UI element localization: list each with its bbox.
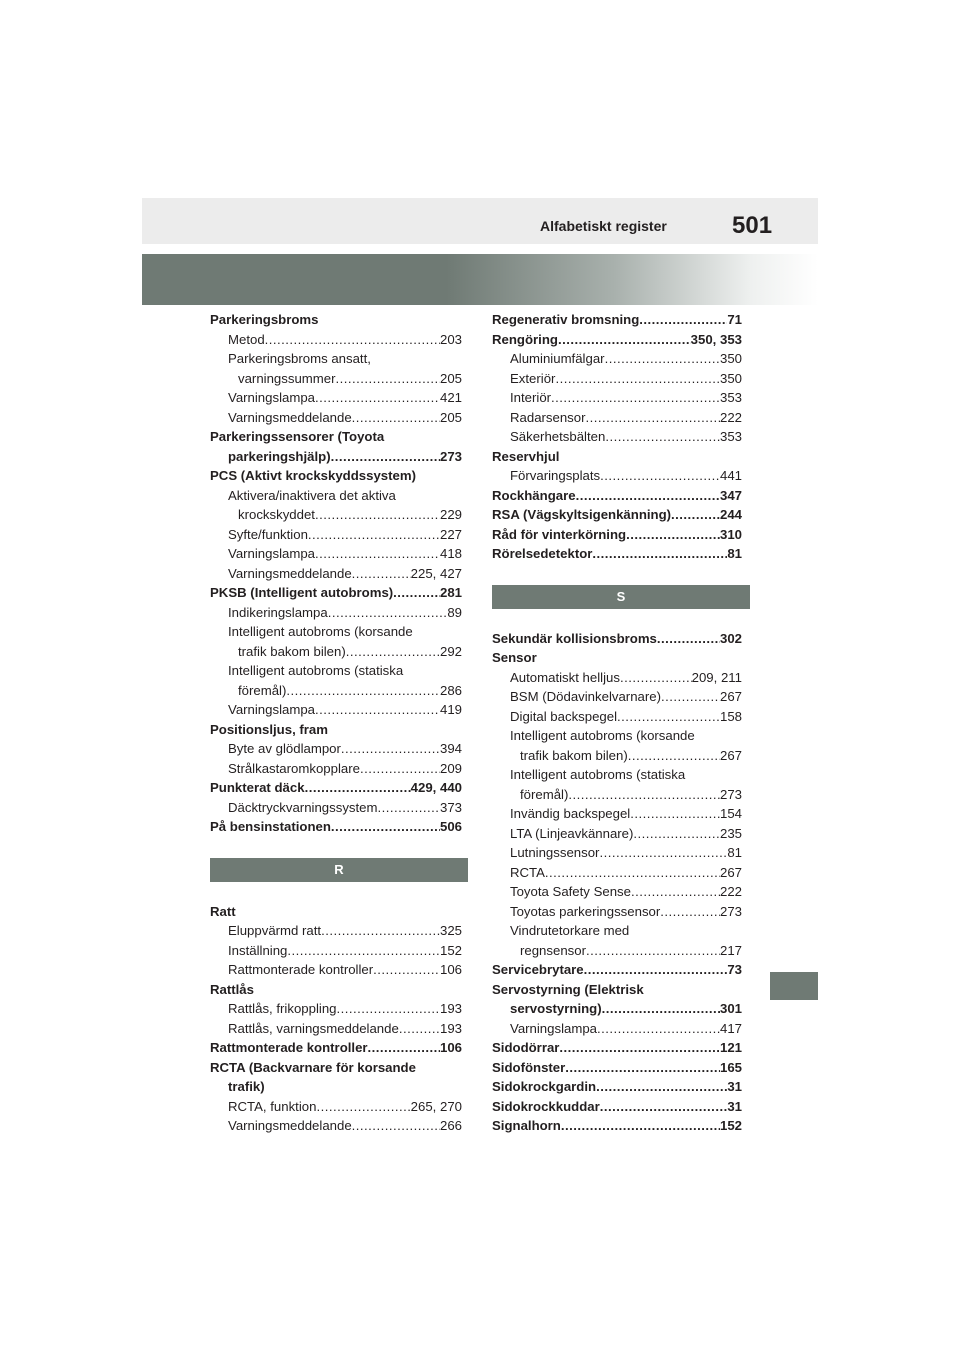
- index-entry-page: 225, 427: [410, 565, 462, 581]
- index-entry: [492, 408, 742, 428]
- index-entry-text: trafik): [228, 1079, 265, 1094]
- leader-dots: [620, 668, 692, 688]
- index-entry: [492, 746, 742, 766]
- index-entry: [492, 687, 742, 707]
- index-entry: [210, 921, 462, 941]
- index-entry: [210, 466, 462, 486]
- index-entry-text: Byte av glödlampor: [228, 741, 341, 756]
- index-entry-page: 429, 440: [410, 780, 462, 795]
- index-entry-text: Sidokrockgardin: [492, 1079, 597, 1094]
- index-entry-page: 353: [719, 429, 742, 444]
- index-entry-text: Rengöring: [492, 331, 558, 347]
- index-entry-page: 417: [719, 1020, 742, 1036]
- index-entry-page: 152: [439, 942, 462, 958]
- leader-dots: [399, 1019, 440, 1039]
- index-entry-text: trafik bakom bilen): [238, 643, 346, 659]
- index-entry: [492, 785, 742, 805]
- index-entry: [210, 388, 462, 408]
- leader-dots: [592, 544, 727, 564]
- leader-dots: [305, 778, 411, 798]
- index-entry-text: Interiör: [510, 390, 552, 405]
- leader-dots: [373, 960, 440, 980]
- index-entry-page: 267: [719, 747, 742, 763]
- index-entry-page: 350, 353: [690, 331, 742, 347]
- index-entry-page: 281: [439, 585, 462, 600]
- leader-dots: [617, 707, 720, 727]
- leader-dots: [315, 544, 440, 564]
- index-entry-page: 73: [727, 962, 742, 977]
- index-entry: [492, 505, 742, 525]
- leader-dots: [331, 447, 440, 467]
- index-entry: [210, 681, 462, 701]
- index-entry-text: Metod: [228, 331, 265, 347]
- index-entry-text: varningssummer: [238, 370, 336, 386]
- leader-dots: [630, 804, 720, 824]
- leader-dots: [315, 700, 440, 720]
- leader-dots: [584, 960, 728, 980]
- index-entry-text: trafik bakom bilen): [520, 747, 628, 763]
- index-entry-page: 31: [727, 1079, 742, 1094]
- index-entry-page: 506: [439, 819, 462, 834]
- leader-dots: [287, 941, 440, 961]
- leader-dots: [586, 408, 720, 428]
- index-entry-page: 121: [719, 1040, 742, 1055]
- index-entry: [210, 1077, 462, 1097]
- index-entry: [210, 1038, 462, 1058]
- index-entry-page: 203: [439, 331, 462, 347]
- index-entry-text: Säkerhetsbälten: [510, 429, 606, 444]
- index-entry-text: Aluminiumfälgar: [510, 351, 605, 366]
- index-entry-text: Punkterat däck: [210, 780, 305, 795]
- index-entry-page: 244: [719, 507, 742, 522]
- index-entry: [210, 447, 462, 467]
- index-entry-page: 421: [439, 390, 462, 405]
- leader-dots: [602, 999, 720, 1019]
- index-entry: [492, 882, 742, 902]
- index-entry: [492, 1058, 742, 1078]
- index-entry-text: RCTA, funktion: [228, 1098, 317, 1114]
- index-entry: [210, 739, 462, 759]
- leader-dots: [551, 388, 720, 408]
- leader-dots: [336, 999, 440, 1019]
- index-entry: [492, 1077, 742, 1097]
- index-entry: [210, 1097, 462, 1117]
- index-entry-page: 266: [439, 1118, 462, 1133]
- index-entry: [210, 759, 462, 779]
- index-entry-text: Invändig backspegel: [510, 806, 631, 821]
- index-entry-text: PKSB (Intelligent autobroms): [210, 585, 394, 600]
- index-entry-text: LTA (Linjeavkännare): [510, 825, 634, 841]
- index-entry-text: Toyota Safety Sense: [510, 884, 631, 899]
- index-entry-text: RCTA: [510, 864, 545, 880]
- index-entry-text: BSM (Dödavinkelvarnare): [510, 689, 661, 704]
- index-entry-text: Inställning: [228, 942, 288, 958]
- leader-dots: [558, 330, 691, 350]
- leader-dots: [559, 1038, 720, 1058]
- index-entry-text: Eluppvärmd ratt: [228, 923, 322, 938]
- index-entry-text: Strålkastaromkopplare: [228, 760, 360, 776]
- index-entry-page: 193: [439, 1020, 462, 1036]
- index-entry-text: Rockhängare: [492, 487, 576, 503]
- index-entry-page: 209: [439, 760, 462, 776]
- index-entry-text: Sidokrockkuddar: [492, 1098, 600, 1114]
- index-entry: [210, 505, 462, 525]
- index-entry: [492, 960, 742, 980]
- index-entry-page: 209, 211: [691, 669, 742, 685]
- index-entry: [210, 564, 462, 584]
- index-entry-text: Sidodörrar: [492, 1040, 560, 1055]
- index-entry-page: 81: [727, 546, 742, 561]
- index-entry: [492, 349, 742, 369]
- index-entry: [210, 622, 462, 642]
- leader-dots: [265, 330, 440, 350]
- index-entry: [492, 921, 742, 941]
- leader-dots: [335, 369, 440, 389]
- index-entry: [210, 817, 462, 837]
- index-entry: [492, 707, 742, 727]
- leader-dots: [639, 310, 727, 330]
- index-entry-text: Parkeringssensorer (Toyota: [210, 429, 385, 444]
- index-entry: [210, 1019, 462, 1039]
- leader-dots: [286, 681, 440, 701]
- leader-dots: [346, 642, 440, 662]
- index-entry-page: 373: [439, 799, 462, 815]
- index-entry-page: 71: [727, 312, 742, 327]
- index-entry-text: Aktivera/inaktivera det aktiva: [228, 487, 396, 503]
- index-entry-text: Varningslampa: [510, 1020, 597, 1036]
- index-entry-page: 89: [447, 604, 462, 620]
- leader-dots: [576, 486, 720, 506]
- index-entry-text: Intelligent autobroms (statiska: [228, 663, 404, 678]
- index-entry: [492, 648, 742, 668]
- index-entry-page: 81: [727, 845, 742, 860]
- leader-dots: [321, 921, 440, 941]
- index-entry: [210, 369, 462, 389]
- leader-dots: [352, 564, 411, 584]
- index-entry: [210, 661, 462, 681]
- index-entry-text: Servicebrytare: [492, 962, 584, 977]
- index-entry-page: 205: [439, 370, 462, 386]
- index-entry: [492, 427, 742, 447]
- leader-dots: [378, 798, 440, 818]
- index-entry: [210, 798, 462, 818]
- index-entry: [210, 1116, 462, 1136]
- index-entry-text: Varningsmeddelande: [228, 565, 352, 581]
- index-entry-text: Regenerativ bromsning: [492, 312, 640, 327]
- leader-dots: [565, 1058, 720, 1078]
- index-entry-page: 222: [719, 884, 742, 899]
- index-entry-text: Intelligent autobroms (statiska: [510, 767, 686, 782]
- leader-dots: [368, 1038, 440, 1058]
- index-entry-page: 154: [719, 806, 742, 821]
- leader-dots: [599, 843, 727, 863]
- leader-dots: [315, 388, 440, 408]
- index-entry: [492, 668, 742, 688]
- index-entry-text: föremål): [238, 682, 287, 698]
- index-entry-text: Radarsensor: [510, 409, 586, 425]
- index-entry-page: 273: [719, 786, 742, 802]
- index-entry-page: 292: [439, 643, 462, 659]
- leader-dots: [328, 603, 448, 623]
- index-entry: [210, 642, 462, 662]
- index-entry-text: Råd för vinterkörning: [492, 526, 627, 542]
- leader-dots: [631, 882, 720, 902]
- leader-dots: [352, 1116, 440, 1136]
- index-entry-page: 106: [439, 962, 462, 977]
- index-entry-text: På bensinstationen: [210, 819, 331, 834]
- index-entry-page: 325: [439, 923, 462, 938]
- index-entry: [492, 726, 742, 746]
- leader-dots: [626, 525, 720, 545]
- index-entry-page: 302: [719, 630, 742, 646]
- index-entry-page: 229: [439, 507, 462, 522]
- index-entry: [492, 1038, 742, 1058]
- index-entry-page: 106: [439, 1040, 462, 1055]
- index-entry-text: föremål): [520, 786, 569, 802]
- index-entry-page: 350: [719, 351, 742, 366]
- index-entry: [492, 466, 742, 486]
- index-entry-text: Automatiskt helljus: [510, 669, 620, 685]
- index-entry-page: 273: [719, 903, 742, 919]
- index-entry: [492, 804, 742, 824]
- index-entry: [492, 486, 742, 506]
- index-entry-text: Positionsljus, fram: [210, 721, 328, 737]
- index-entry-text: Parkeringsbroms: [210, 312, 319, 327]
- index-entry-page: 217: [719, 942, 742, 958]
- index-entry: [492, 1116, 742, 1136]
- index-column-left: [210, 310, 462, 1136]
- index-entry: [492, 824, 742, 844]
- index-entry-page: 418: [439, 546, 462, 561]
- index-entry: [492, 902, 742, 922]
- index-entry: [210, 902, 462, 922]
- index-entry-page: 31: [727, 1098, 742, 1114]
- index-entry-page: 152: [719, 1118, 742, 1133]
- index-entry-text: Exteriör: [510, 370, 556, 386]
- entry-group-after: [210, 902, 462, 1136]
- index-entry-page: 193: [439, 1001, 462, 1016]
- index-entry-text: Rattmonterade kontroller: [228, 962, 374, 977]
- index-entry: [492, 941, 742, 961]
- index-entry-text: Sekundär kollisionsbroms: [492, 630, 657, 646]
- index-entry-page: 353: [719, 390, 742, 405]
- index-entry-text: Toyotas parkeringssensor: [510, 903, 661, 919]
- leader-dots: [661, 687, 720, 707]
- index-entry: [210, 999, 462, 1019]
- index-entry: [492, 1097, 742, 1117]
- index-entry-text: Servostyrning (Elektrisk: [492, 981, 644, 997]
- index-entry: [210, 486, 462, 506]
- index-entry-text: Digital backspegel: [510, 708, 618, 724]
- leader-dots: [605, 427, 720, 447]
- index-entry: [210, 330, 462, 350]
- index-entry-text: Rörelsedetektor: [492, 546, 593, 561]
- index-entry: [492, 447, 742, 467]
- index-column-right: [492, 310, 742, 1136]
- leader-dots: [360, 759, 440, 779]
- index-entry-page: 205: [439, 409, 462, 425]
- index-entry: [210, 700, 462, 720]
- leader-dots: [628, 746, 720, 766]
- index-entry-text: RCTA (Backvarnare för korsande: [210, 1059, 416, 1075]
- entry-group-before: [210, 310, 462, 837]
- leader-dots: [671, 505, 720, 525]
- leader-dots: [633, 824, 720, 844]
- leader-dots: [316, 1097, 410, 1117]
- index-entry-text: Reservhjul: [492, 448, 560, 464]
- index-entry-text: Rattlås: [210, 981, 254, 997]
- index-entry: [210, 583, 462, 603]
- index-entry-page: 235: [719, 825, 742, 841]
- page-number: 501: [732, 212, 773, 239]
- index-entry-text: RSA (Vägskyltsigenkänning): [492, 507, 672, 522]
- index-entry-text: regnsensor: [520, 942, 586, 958]
- index-entry-text: Sensor: [492, 650, 537, 665]
- index-entry-page: 350: [719, 370, 742, 386]
- leader-dots: [597, 1019, 720, 1039]
- leader-dots: [600, 466, 720, 486]
- index-entry: [210, 941, 462, 961]
- index-entry-page: 227: [439, 526, 462, 542]
- index-entry: [492, 369, 742, 389]
- leader-dots: [315, 505, 440, 525]
- index-entry-page: 267: [719, 689, 742, 704]
- index-entry-text: Varningsmeddelande: [228, 409, 352, 425]
- header-gradient-band: [142, 254, 818, 305]
- leader-dots: [555, 369, 720, 389]
- index-entry-text: Varningslampa: [228, 546, 315, 561]
- leader-dots: [561, 1116, 720, 1136]
- index-entry: [492, 1019, 742, 1039]
- index-entry-text: Sidofönster: [492, 1059, 566, 1075]
- index-entry-text: Varningslampa: [228, 702, 315, 717]
- leader-dots: [605, 349, 720, 369]
- index-entry-text: Ratt: [210, 903, 236, 919]
- leader-dots: [308, 525, 440, 545]
- index-entry: [492, 310, 742, 330]
- index-entry-text: Däcktryckvarningssystem: [228, 799, 378, 815]
- leader-dots: [586, 941, 720, 961]
- index-entry-text: Parkeringsbroms ansatt,: [228, 351, 371, 366]
- index-entry: [492, 525, 742, 545]
- index-entry-text: Varningsmeddelande: [228, 1118, 352, 1133]
- index-entry-text: parkeringshjälp): [228, 448, 331, 464]
- index-entry-text: PCS (Aktivt krockskyddssystem): [210, 468, 416, 483]
- index-entry-text: Lutningssensor: [510, 845, 600, 860]
- index-entry-page: 419: [439, 702, 462, 717]
- index-entry: [210, 1058, 462, 1078]
- index-entry: [210, 427, 462, 447]
- leader-dots: [660, 902, 720, 922]
- leader-dots: [545, 863, 720, 883]
- leader-dots: [341, 739, 440, 759]
- header-bar: [142, 198, 818, 244]
- index-entry-text: Rattlås, frikoppling: [228, 1001, 337, 1016]
- entry-group-before: [492, 310, 742, 564]
- index-entry: [492, 388, 742, 408]
- index-entry: [492, 629, 742, 649]
- index-entry-text: servostyrning): [510, 1001, 602, 1016]
- index-entry-page: 165: [719, 1059, 742, 1075]
- index-entry: [210, 778, 462, 798]
- index-entry-page: 347: [719, 487, 742, 503]
- index-entry-text: Intelligent autobroms (korsande: [510, 728, 695, 743]
- index-entry-text: Syfte/funktion: [228, 526, 308, 542]
- index-entry: [492, 999, 742, 1019]
- index-entry-text: Rattmonterade kontroller: [210, 1040, 368, 1055]
- index-entry-page: 441: [719, 468, 742, 483]
- chapter-title: Alfabetiskt register: [540, 218, 667, 234]
- leader-dots: [352, 408, 440, 428]
- chapter-side-tab: [770, 972, 818, 1000]
- index-entry-page: 265, 270: [410, 1098, 462, 1114]
- index-entry-text: Intelligent autobroms (korsande: [228, 624, 413, 639]
- index-entry-page: 222: [719, 409, 742, 425]
- index-entry-text: Varningslampa: [228, 390, 315, 405]
- index-entry-page: 158: [719, 708, 742, 724]
- index-entry: [210, 349, 462, 369]
- index-entry: [210, 408, 462, 428]
- leader-dots: [600, 1097, 728, 1117]
- index-entry-text: Rattlås, varningsmeddelande: [228, 1020, 399, 1036]
- index-entry-page: 267: [719, 864, 742, 880]
- index-entry-text: Indikeringslampa: [228, 604, 328, 620]
- leader-dots: [596, 1077, 727, 1097]
- index-entry: [210, 310, 462, 330]
- index-entry-text: Signalhorn: [492, 1118, 561, 1133]
- index-entry: [210, 720, 462, 740]
- index-entry-page: 286: [439, 682, 462, 698]
- index-entry: [210, 980, 462, 1000]
- index-entry: [210, 960, 462, 980]
- index-entry-page: 310: [719, 526, 742, 542]
- section-letter-r: R: [210, 858, 468, 882]
- section-letter-s: S: [492, 585, 750, 609]
- leader-dots: [393, 583, 440, 603]
- index-entry-page: 301: [719, 1001, 742, 1016]
- index-entry: [492, 330, 742, 350]
- index-entry-text: Förvaringsplats: [510, 468, 601, 483]
- index-entry: [492, 980, 742, 1000]
- index-entry: [210, 544, 462, 564]
- leader-dots: [331, 817, 440, 837]
- index-entry: [492, 843, 742, 863]
- leader-dots: [568, 785, 720, 805]
- index-entry: [492, 765, 742, 785]
- index-entry: [492, 863, 742, 883]
- index-entry-text: Vindrutetorkare med: [510, 923, 630, 938]
- index-entry: [492, 544, 742, 564]
- index-entry-page: 273: [439, 448, 462, 464]
- index-entry: [210, 525, 462, 545]
- index-entry-page: 394: [439, 741, 462, 756]
- index-entry: [210, 603, 462, 623]
- entry-group-after: [492, 629, 742, 1136]
- index-entry-text: krockskyddet: [238, 507, 315, 522]
- leader-dots: [657, 629, 720, 649]
